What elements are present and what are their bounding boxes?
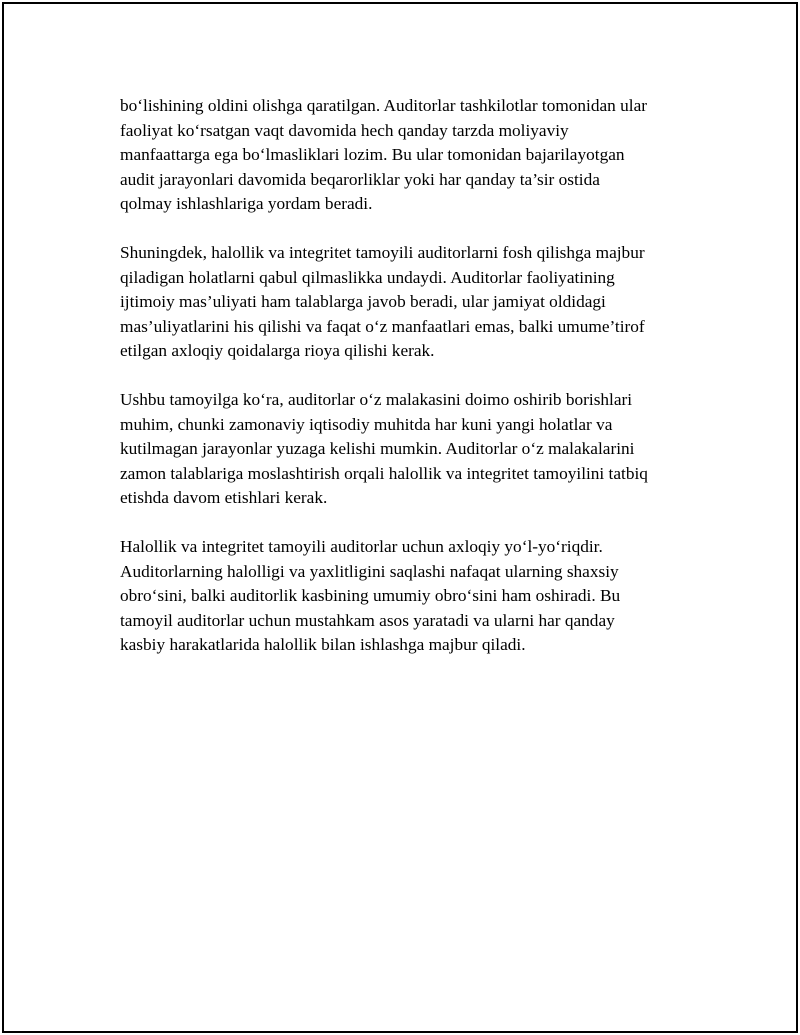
text-line: kasbiy harakatlarida halollik bilan ishlashga majbur qiladi.	[120, 635, 526, 654]
paragraph-2	[120, 241, 694, 364]
text-line: ijtimoiy mas’uliyati ham talablarga javob beradi, ular jamiyat oldidagi	[120, 292, 606, 311]
text-line: Shuningdek, halollik va integritet tamoyili auditorlarni fosh qilishga majbur	[120, 243, 645, 262]
text-line: manfaattarga ega bo‘lmasliklari lozim. Bu ular tomonidan bajarilayotgan	[120, 145, 625, 164]
paragraph-1	[120, 94, 694, 217]
text-line: Ushbu tamoyilga ko‘ra, auditorlar o‘z malakasini doimo oshirib borishlari	[120, 390, 633, 409]
text-line: muhim, chunki zamonaviy iqtisodiy muhitda har kuni yangi holatlar va	[120, 414, 613, 434]
paragraph-3	[120, 388, 694, 511]
text-line: zamon talablariga moslashtirish orqali halollik va integritet tamoyilini tatbiq	[120, 463, 648, 483]
text-line: obro‘sini, balki auditorlik kasbining umumiy obro‘sini ham oshiradi. Bu	[120, 586, 621, 605]
document-body	[120, 94, 694, 682]
text-line: audit jarayonlari davomida beqarorliklar yoki har qanday ta’sir ostida	[120, 169, 600, 189]
page-frame	[2, 2, 798, 1033]
text-line: mas’uliyatlarini his qilishi va faqat o‘z manfaatlari emas, balki umume’tirof	[120, 316, 645, 336]
text-line: faoliyat ko‘rsatgan vaqt davomida hech qanday tarzda moliyaviy	[120, 120, 569, 140]
text-line: qiladigan holatlarni qabul qilmaslikka undaydi. Auditorlar faoliyatining	[120, 267, 615, 287]
text-line: bo‘lishining oldini olishga qaratilgan. Auditorlar tashkilotlar tomonidan ular	[120, 96, 647, 115]
text-line: qolmay ishlashlariga yordam beradi.	[120, 194, 373, 213]
text-line: kutilmagan jarayonlar yuzaga kelishi mumkin. Auditorlar o‘z malakalarini	[120, 439, 635, 458]
text-line: Auditorlarning halolligi va yaxlitligini saqlashi nafaqat ularning shaxsiy	[120, 561, 619, 581]
text-line: Halollik va integritet tamoyili auditorlar uchun axloqiy yo‘l-yo‘riqdir.	[120, 537, 603, 556]
text-line: etilgan axloqiy qoidalarga rioya qilishi kerak.	[120, 341, 435, 360]
paragraph-4	[120, 535, 694, 658]
text-line: etishda davom etishlari kerak.	[120, 488, 328, 507]
text-line: tamoyil auditorlar uchun mustahkam asos yaratadi va ularni har qanday	[120, 610, 615, 630]
